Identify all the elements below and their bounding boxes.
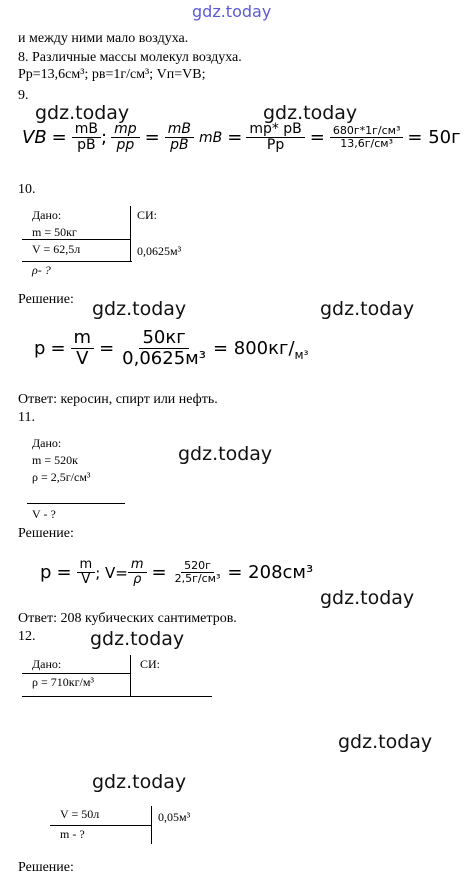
- denominator: V: [81, 572, 91, 588]
- find-volume: V - ?: [32, 507, 56, 521]
- fraction: [77, 558, 96, 588]
- given-title: Дано:: [32, 657, 62, 671]
- divider: [22, 696, 212, 697]
- watermark: gdz.today: [320, 587, 415, 609]
- answer-10: Ответ: керосин, спирт или нефть.: [18, 392, 218, 407]
- divider: [50, 825, 152, 826]
- given-mass: m = 50кг: [32, 225, 77, 239]
- numerator: mB: [72, 122, 101, 138]
- si-volume: 0,05м³: [158, 810, 191, 824]
- divider: [22, 673, 130, 674]
- given-title: Дано:: [32, 208, 62, 222]
- denominator: 0,0625м³: [122, 347, 206, 369]
- watermark: gdz.today: [90, 628, 185, 650]
- si-title: СИ:: [140, 657, 161, 671]
- numerator: 680г*1г/см³: [330, 125, 404, 138]
- denominator: pB: [77, 137, 96, 154]
- equation-11: [40, 558, 313, 588]
- watermark: gdz.today: [320, 298, 415, 320]
- fraction: [128, 558, 147, 588]
- divider: [22, 239, 130, 240]
- symbol: p: [34, 337, 46, 359]
- denominator: pp: [116, 137, 135, 154]
- fraction: [71, 328, 95, 369]
- item-number-9: 9.: [18, 88, 29, 103]
- symbol: =: [50, 337, 66, 359]
- denominator: Pp: [266, 137, 285, 154]
- denominator: V: [76, 347, 89, 369]
- numerator: 50кг: [139, 328, 188, 349]
- result: = 50г: [407, 127, 461, 149]
- given-title: Дано:: [32, 436, 62, 450]
- solution-label: Решение:: [18, 860, 74, 875]
- given-mass: m = 520к: [32, 453, 78, 467]
- numerator: mB: [165, 122, 194, 138]
- item-number-10: 10.: [18, 182, 36, 197]
- denominator: 13,6г/см³: [340, 137, 393, 151]
- watermark: gdz.today: [35, 102, 130, 124]
- fraction: [165, 122, 194, 154]
- equation-10: [34, 328, 308, 369]
- given-density: ρ = 2,5г/см³: [32, 470, 91, 484]
- fraction: [330, 125, 404, 150]
- denominator: 2,5г/см³: [174, 572, 221, 586]
- given-volume: V = 50л: [60, 807, 100, 821]
- given-volume: V = 62,5л: [32, 242, 81, 256]
- symbol: =: [99, 337, 115, 359]
- result: = 208см³: [227, 562, 314, 584]
- symbol: =: [56, 562, 72, 584]
- item-8: 8. Различные массы молекул воздуха.: [18, 50, 242, 65]
- symbol: =: [51, 127, 67, 149]
- symbol: =: [309, 127, 325, 149]
- text-line: и между ними мало воздуха.: [18, 31, 189, 46]
- divider: [130, 206, 131, 262]
- watermark: gdz.today: [92, 298, 187, 320]
- divider: [22, 261, 132, 262]
- symbol: ; V=: [95, 563, 128, 582]
- numerator: m: [128, 558, 147, 573]
- find-density: ρ- ?: [32, 263, 51, 277]
- si-title: СИ:: [137, 208, 158, 222]
- numerator: 520г: [181, 560, 214, 573]
- denominator: ρ: [133, 572, 142, 588]
- symbol: mB: [198, 129, 223, 146]
- watermark: gdz.today: [263, 102, 358, 124]
- solution-label: Решение:: [18, 526, 74, 541]
- answer-11: Ответ: 208 кубических сантиметров.: [18, 611, 237, 626]
- watermark: gdz.today: [338, 731, 433, 753]
- divider: [151, 806, 152, 844]
- symbol: =: [151, 562, 167, 584]
- item-number-12: 12.: [18, 629, 36, 644]
- fraction: [119, 328, 209, 369]
- fraction: [72, 122, 101, 154]
- numerator: m: [77, 558, 96, 573]
- symbol: =: [144, 127, 160, 149]
- equation-9: [22, 122, 461, 154]
- denominator: pB: [170, 137, 189, 154]
- si-volume: 0,0625м³: [137, 244, 182, 258]
- watermark-top: gdz.today: [192, 2, 272, 21]
- symbol: VB: [22, 127, 47, 149]
- unit: м³: [294, 348, 309, 363]
- watermark: gdz.today: [92, 771, 187, 793]
- given-density: ρ = 710кг/м³: [32, 675, 95, 689]
- fraction: [111, 122, 140, 154]
- item-number-11: 11.: [18, 410, 35, 425]
- solution-label: Решение:: [18, 292, 74, 307]
- find-mass: m - ?: [60, 827, 85, 841]
- symbol: p: [40, 562, 52, 584]
- fraction: [172, 560, 224, 585]
- result: = 800кг/: [212, 337, 295, 359]
- item-8-formula: Pр=13,6см³; pв=1г/см³; Vп=VB;: [18, 67, 206, 82]
- divider: [130, 655, 131, 697]
- numerator: m: [71, 328, 95, 349]
- symbol: =: [227, 127, 243, 149]
- numerator: mp: [111, 122, 140, 138]
- symbol: ;: [101, 127, 108, 149]
- divider: [27, 503, 125, 504]
- numerator: mp* pB: [246, 122, 304, 138]
- watermark: gdz.today: [178, 443, 273, 465]
- fraction: [246, 122, 304, 154]
